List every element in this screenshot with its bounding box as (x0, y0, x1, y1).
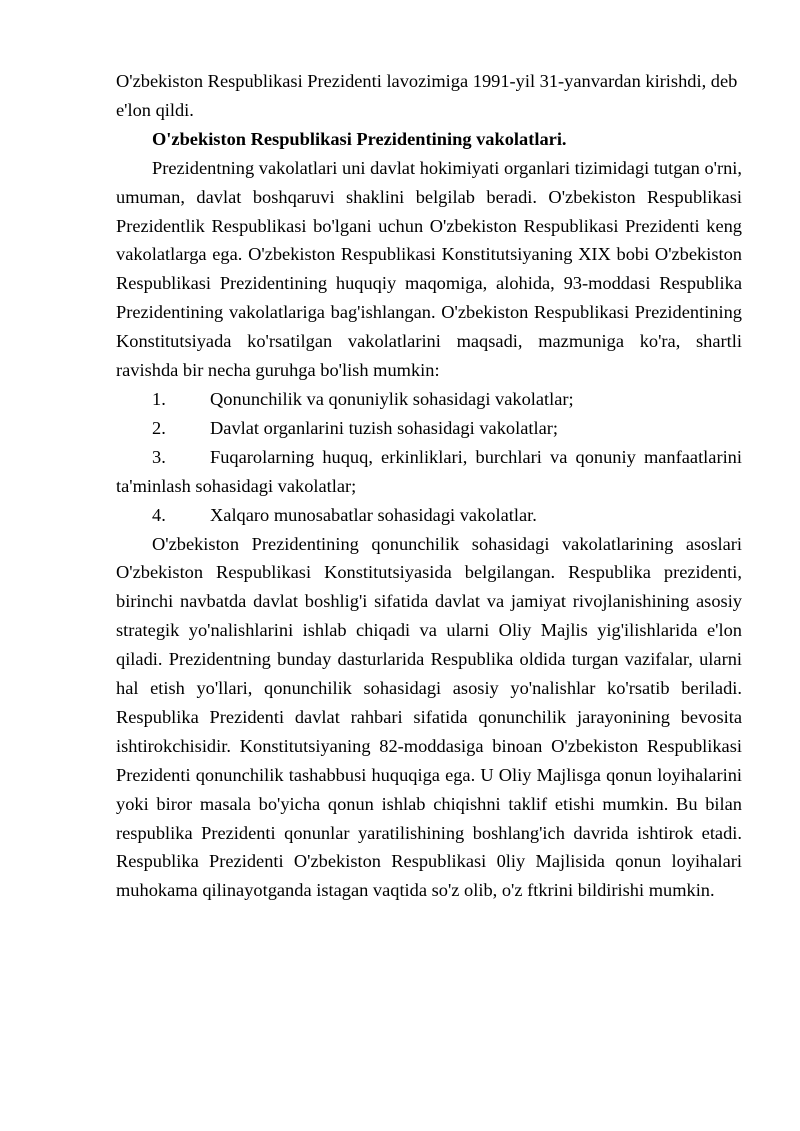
body-paragraph-1: Prezidentning vakolatlari uni davlat hokimiyati organlari tizimidagi tutgan o'rni, umuman, davlat boshqaruvi shaklini belgilab beradi. O'zbekiston Respublikasi Prezidentlik Respublikasi bo'lgani uchun O'zbekiston Respublikasi Prezidenti keng vakolatlarga ega. O'zbekiston Respublikasi Konstitutsiyaning XIX bobi O'zbekiston Respublikasi Prezidentining huquqiy maqomiga, alohida, 93-moddasi Respublika Prezidentining vakolatlariga bag'ishlangan. O'zbekiston Respublikasi Prezidentining Konstitutsiyada ko'rsatilgan vakolatlarini maqsadi, mazmuniga ko'ra, shartli ravishda bir necha guruhga bo'lish mumkin: (116, 157, 742, 381)
list-item-text: Fuqarolarning huquq, erkinliklari, burchlari va qonuniy manfaatlarini ta'minlash sohasidagi vakolatlar; (116, 446, 742, 496)
list-item-text: Davlat organlarini tuzish sohasidagi vakolatlar; (210, 417, 558, 438)
list-item-number: 4. (152, 504, 166, 525)
section-heading: O'zbekiston Respublikasi Prezidentining vakolatlari. (152, 128, 567, 149)
list-item-text: Xalqaro munosabatlar sohasidagi vakolatlar. (210, 504, 537, 525)
list-item-number: 3. (152, 446, 166, 467)
list-item (116, 443, 742, 501)
list-item-number: 2. (152, 417, 166, 438)
intro-paragraph: O'zbekiston Respublikasi Prezidenti lavozimiga 1991-yil 31-yanvardan kirishdi, deb e'lon qildi. (116, 71, 738, 120)
list-item-number: 1. (152, 388, 166, 409)
list-item (116, 385, 742, 414)
body-paragraph-2: O'zbekiston Prezidentining qonunchilik sohasidagi vakolatlarining asoslari O'zbekiston Respublikasi Konstitutsiyasida belgilangan. Respublika prezidenti, birinchi navbatda davlat boshlig'i sifatida davlat va jamiyat rivojlanishining asosiy strategik yo'nalishlarini ishlab chiqadi va ularni Oliy Majlis yig'ilishlarida e'lon qiladi. Prezidentning bunday dasturlarida Respublika oldida turgan vazifalar, ularni hal etish yo'llari, qonunchilik sohasidagi asosiy yo'nalishlar ko'rsatib beriladi. Respublika Prezidenti davlat rahbari sifatida qonunchilik jarayonining bevosita ishtirokchisidir. Konstitutsiyaning 82-moddasiga binoan O'zbekiston Respublikasi Prezidenti qonunchilik tashabbusi huquqiga ega. U Oliy Majlisga qonun loyihalarini yoki biror masala bo'yicha qonun ishlab chiqishni taklif etishi mumkin. Bu bilan respublika Prezidenti qonunlar yaratilishining boshlang'ich davrida ishtirok etadi. Respublika Prezidenti O'zbekiston Respublikasi 0liy Majlisida qonun loyihalari muhokama qilinayotganda istagan vaqtida so'z olib, o'z ftkrini bildirishi mumkin. (116, 533, 742, 901)
list-item (116, 501, 742, 530)
list-item-text: Qonunchilik va qonuniylik sohasidagi vakolatlar; (210, 388, 574, 409)
list-item (116, 414, 742, 443)
document-page (116, 67, 742, 905)
